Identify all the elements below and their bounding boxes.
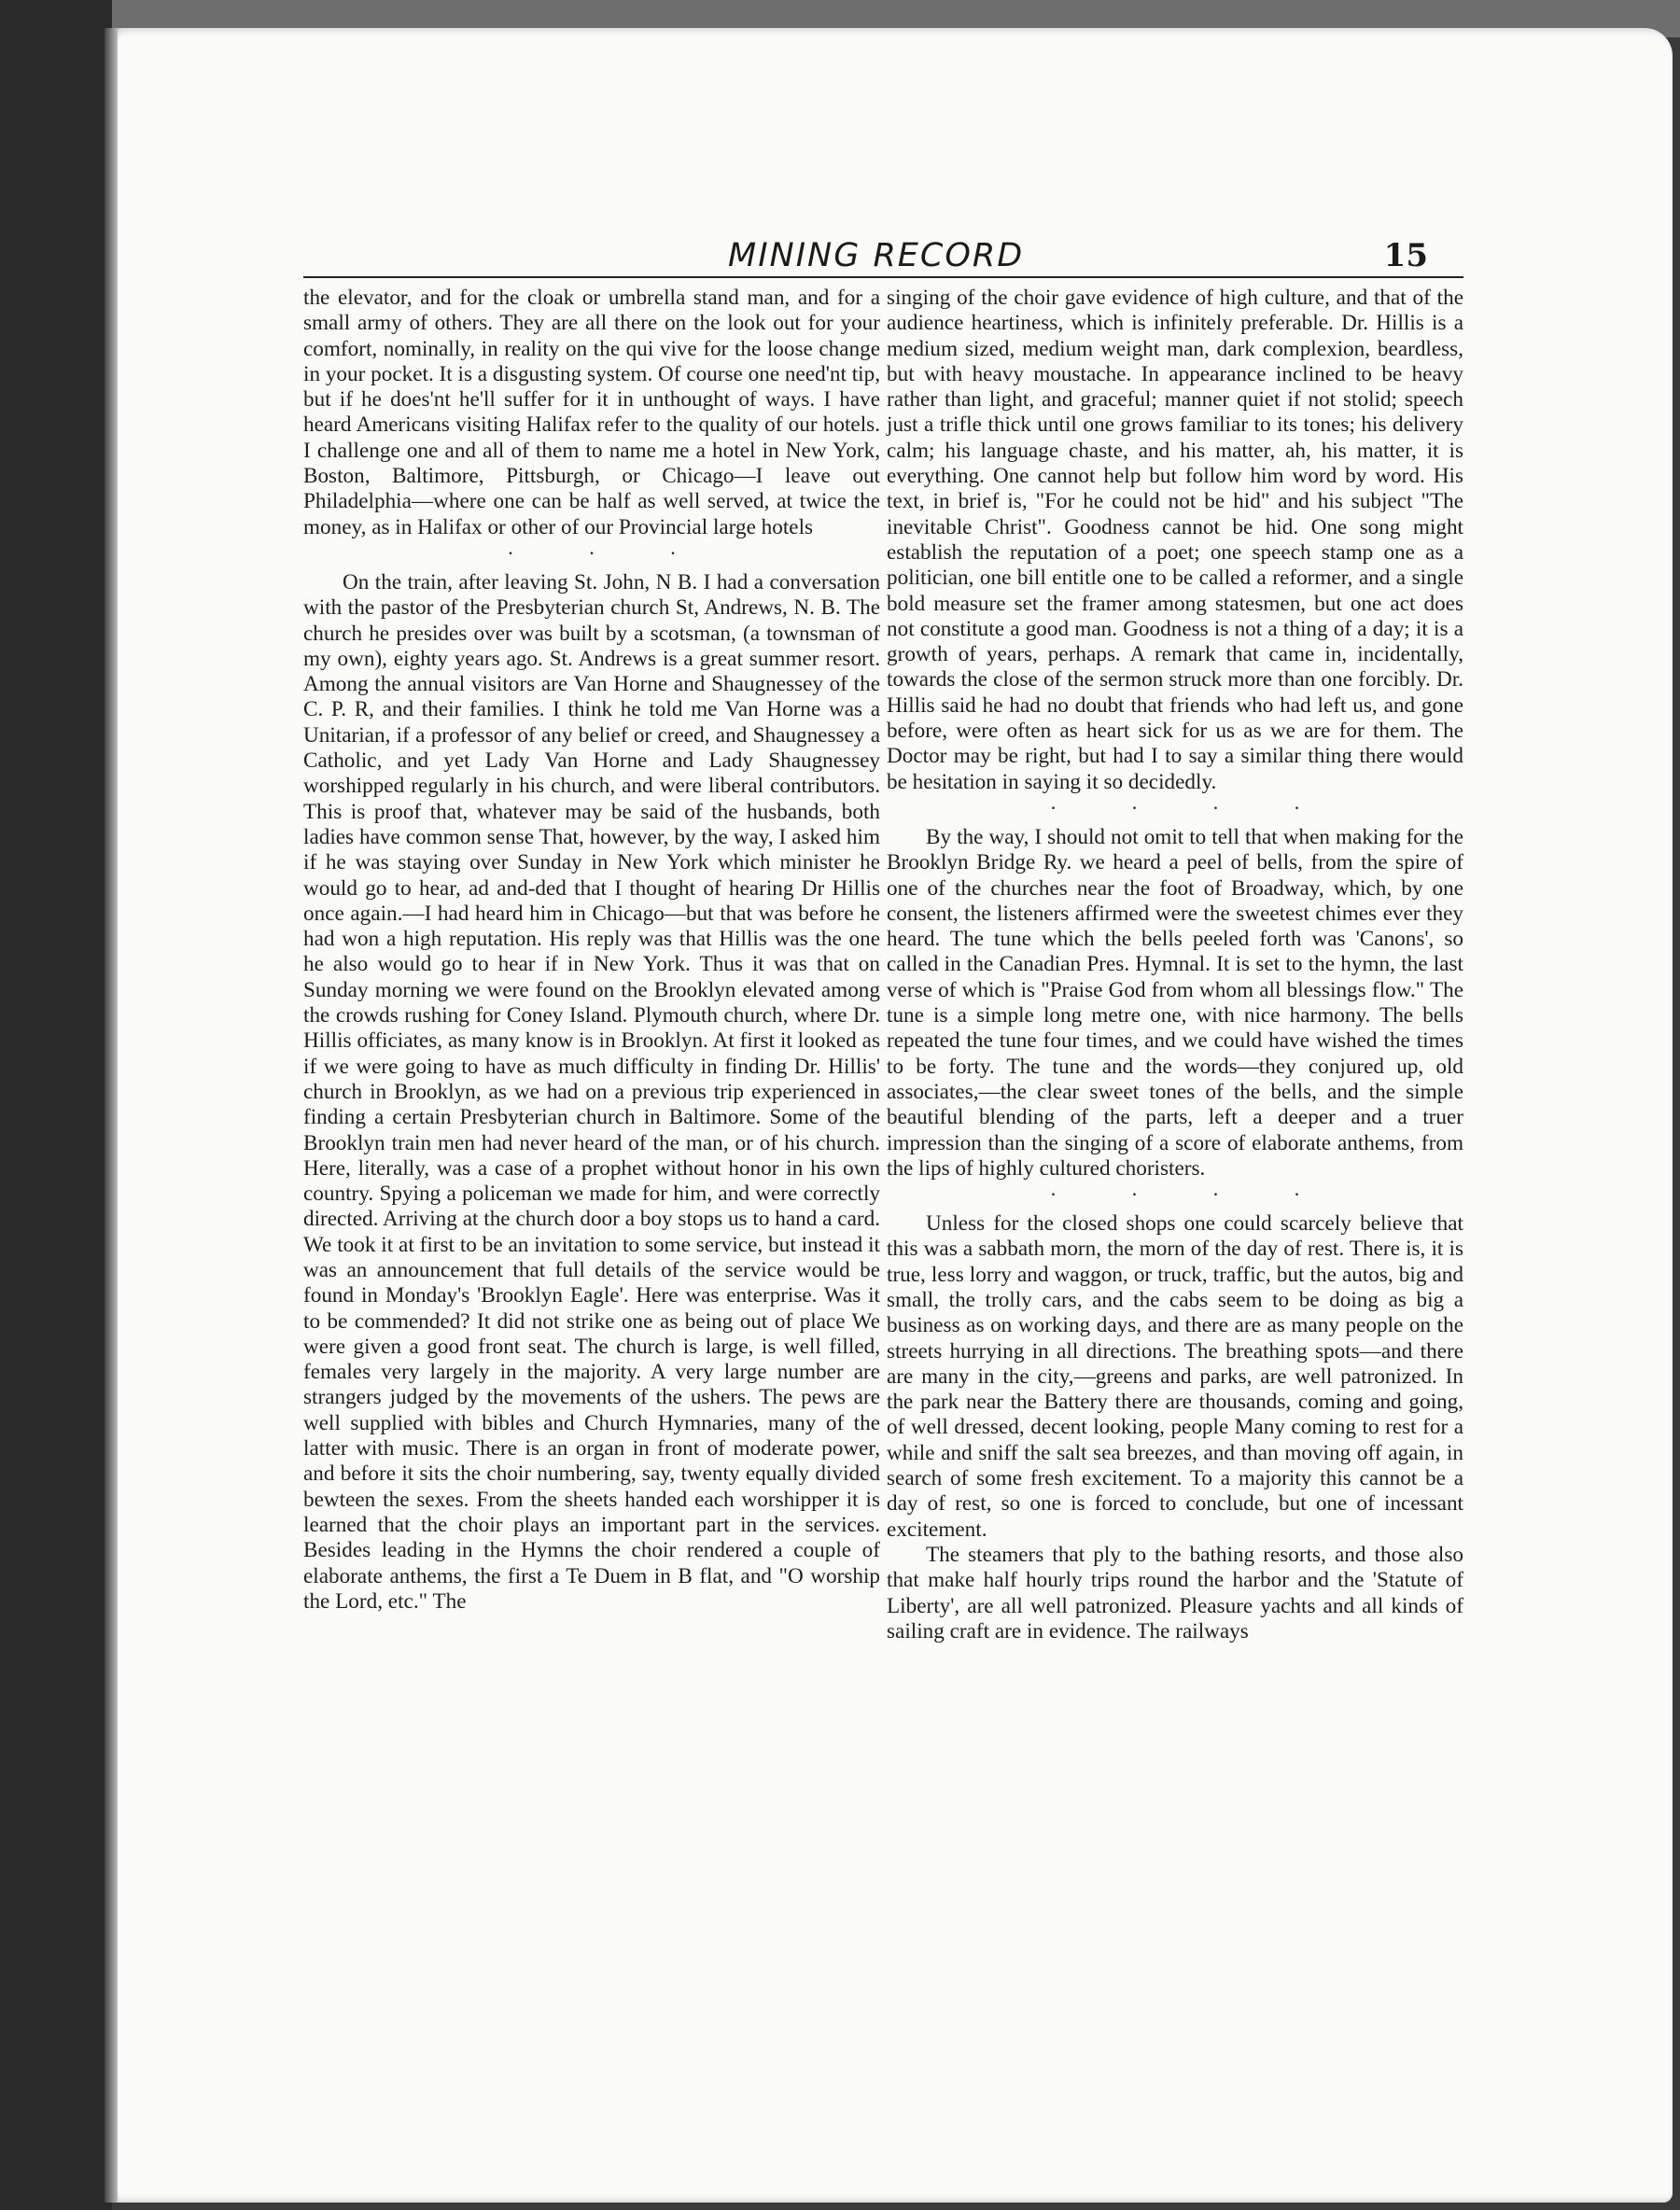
left-paragraph-2: On the train, after leaving St. John, N B. I had a conversation with the pastor of the Presbyterian church St, Andrews, N. B. The church he presides over was built by a scotsman, (a townsman of my own), eighty years ago. St. Andrews is a great summer resort. Among the annual visitors are Van Horne and Shaugnessey of the C. P. R, and their families. I think he told me Van Horne was a Unitarian, if a professor of any belief or creed, and Shaugnessey a Catholic, and yet Lady Van Horne and Lady Shaugnessey worshipped regularly in his church, and were liberal contributors. This is proof that, whatever may be said of the husbands, both ladies have common sense That, however, by the way, I asked him if he was staying over Sunday in New York which minister he would go to hear, ad and-ded that I thought of hearing Dr Hillis once again.—I had heard him in Chicago—but that was before he had won a high reputation. His reply was that Hillis was the one he also would go to hear if in New York. Thus it was that on Sunday morning we were found on the Brooklyn elevated among the crowds rushing for Coney Island. Plymouth church, where Dr. Hillis officiates, as many know is in Brooklyn. At first it looked as if we were going to have as much difficulty in finding Dr. Hillis' church in Brooklyn, as we had on a previous trip experienced in finding a certain Presbyterian church in Baltimore. Some of the Brooklyn train men had never heard of the man, or of his church. Here, literally, was a case of a prophet without honor in his own country. Spying a policeman we made for him, and were correctly directed. Arriving at the church door a boy stops us to hand a card. We took it at first to be an invitation to some service, but instead it was an announcement that full details of the service would be found in Monday's 'Brooklyn Eagle'. Here was enterprise. Was it to be commended? It did not strike one as being out of place We were given a good front seat. The church is large, is well filled, females very largely in the majority. A very large number are strangers judged by the movements of the ushers. The pews are well supplied with bibles and Church Hymnaries, many of the latter with music. There is an organ in front of moderate power, and before it sits the choir numbering, say, twenty equally divided bewteen the sexes. From the sheets handed each worshipper it is learned that the choir plays an important part in the services. Besides leading in the Hymns the choir rendered a couple of elaborate anthems, the first a Te Duem in B flat, and "O worship the Lord, etc." The (303, 569, 880, 1614)
binding-gutter (105, 28, 118, 2203)
scan-left-edge (0, 0, 112, 2210)
section-separator: . . . (508, 535, 711, 559)
left-column (303, 286, 880, 1615)
right-paragraph-3: Unless for the closed shops one could scarcely believe that this was a sabbath morn, the morn of the day of rest. There is, it is true, less lorry and waggon, or truck, traffic, but the autos, big and small, the trolly cars, and the cabs seem to be doing as big a business as on working days, and there are as many people on the streets hurrying in all directions. The breathing spots—and there are many in the city,—greens and parks, are well patronized. In the park near the Battery there are thousands, coming and going, of well dressed, decent looking, people Many coming to rest for a while and sniff the salt sea breezes, and than moving off again, in search of some fresh excitement. To a majority this cannot be a day of rest, so one is forced to conclude, but one of incessant excitement. (887, 1211, 1463, 1542)
journal-title: MINING RECORD (728, 237, 1025, 274)
running-header (303, 237, 1463, 278)
section-separator: . . . . (1050, 1177, 1336, 1201)
right-paragraph-4: The steamers that ply to the bathing resorts, and those also that make half hourly trips round the harbor and the 'Statute of Liberty', are all well patronized. Pleasure yachts and all kinds of sailing craft are in evidence. The railways (887, 1542, 1463, 1644)
right-paragraph-1: singing of the choir gave evidence of high culture, and that of the audience heartiness, which is infinitely preferable. Dr. Hillis is a medium sized, medium weight man, dark complexion, beardless, but with heavy moustache. In appearance inclined to be heavy rather than light, and graceful; manner quiet if not stolid; speech just a trifle thick until one grows familiar to its tones; his delivery calm; his language chaste, and his matter, ah, his matter, it is everything. One cannot help but follow him word by word. His text, in brief is, "For he could not be hid" and his subject "The inevitable Christ". Goodness cannot be hid. One song might establish the reputation of a poet; one speech stamp one as a politician, one bill entitle one to be called a reformer, and a single bold measure set the framer among statesmen, but one act does not constitute a good man. Goodness is not a thing of a day; it is a growth of years, perhaps. A remark that came in, incidentally, towards the close of the sermon struck more than one forcibly. Dr. Hillis said he had no doubt that friends who had left us, and gone before, were often as heart sick for us as we are for them. The Doctor may be right, but had I to say a similar thing there would be hesitation in saying it so decidedly. (887, 286, 1463, 794)
section-separator: . . . . (1050, 790, 1336, 814)
page-number: 15 (1383, 237, 1428, 274)
right-paragraph-2: By the way, I should not omit to tell that when making for the Brooklyn Bridge Ry. we heard a peel of bells, from the spire of one of the churches near the foot of Broadway, which, by one consent, the listeners affirmed were the sweetest chimes ever they heard. The tune which the bells peeled forth was 'Canons', so called in the Canadian Pres. Hymnal. It is set to the hymn, the last verse of which is "Praise God from whom all blessings flow." The tune is a simple long metre one, with nice harmony. The bells repeated the tune four times, and we could have wished the times to be forty. The tune and the words—they conjured up, old associates,—the clear sweet tones of the bells, and the simple beautiful blending of the parts, left a deeper and a truer impression than the singing of a score of elaborate anthems, from the lips of highly cultured choristers. (887, 824, 1463, 1181)
left-paragraph-1: the elevator, and for the cloak or umbrella stand man, and for a small army of others. They are all there on the look out for your comfort, nominally, in reality on the qui vive for the loose change in your pocket. It is a disgusting system. Of course one need'nt tip, but if he does'nt he'll suffer for it in unthought of ways. I have heard Americans visiting Halifax refer to the quality of our hotels. I challenge one and all of them to name me a hotel in New York, Boston, Baltimore, Pittsburgh, or Chicago—I leave out Philadelphia—where one can be half as well served, at twice the money, as in Halifax or other of our Provincial large hotels (303, 286, 880, 539)
right-column (887, 286, 1463, 1644)
